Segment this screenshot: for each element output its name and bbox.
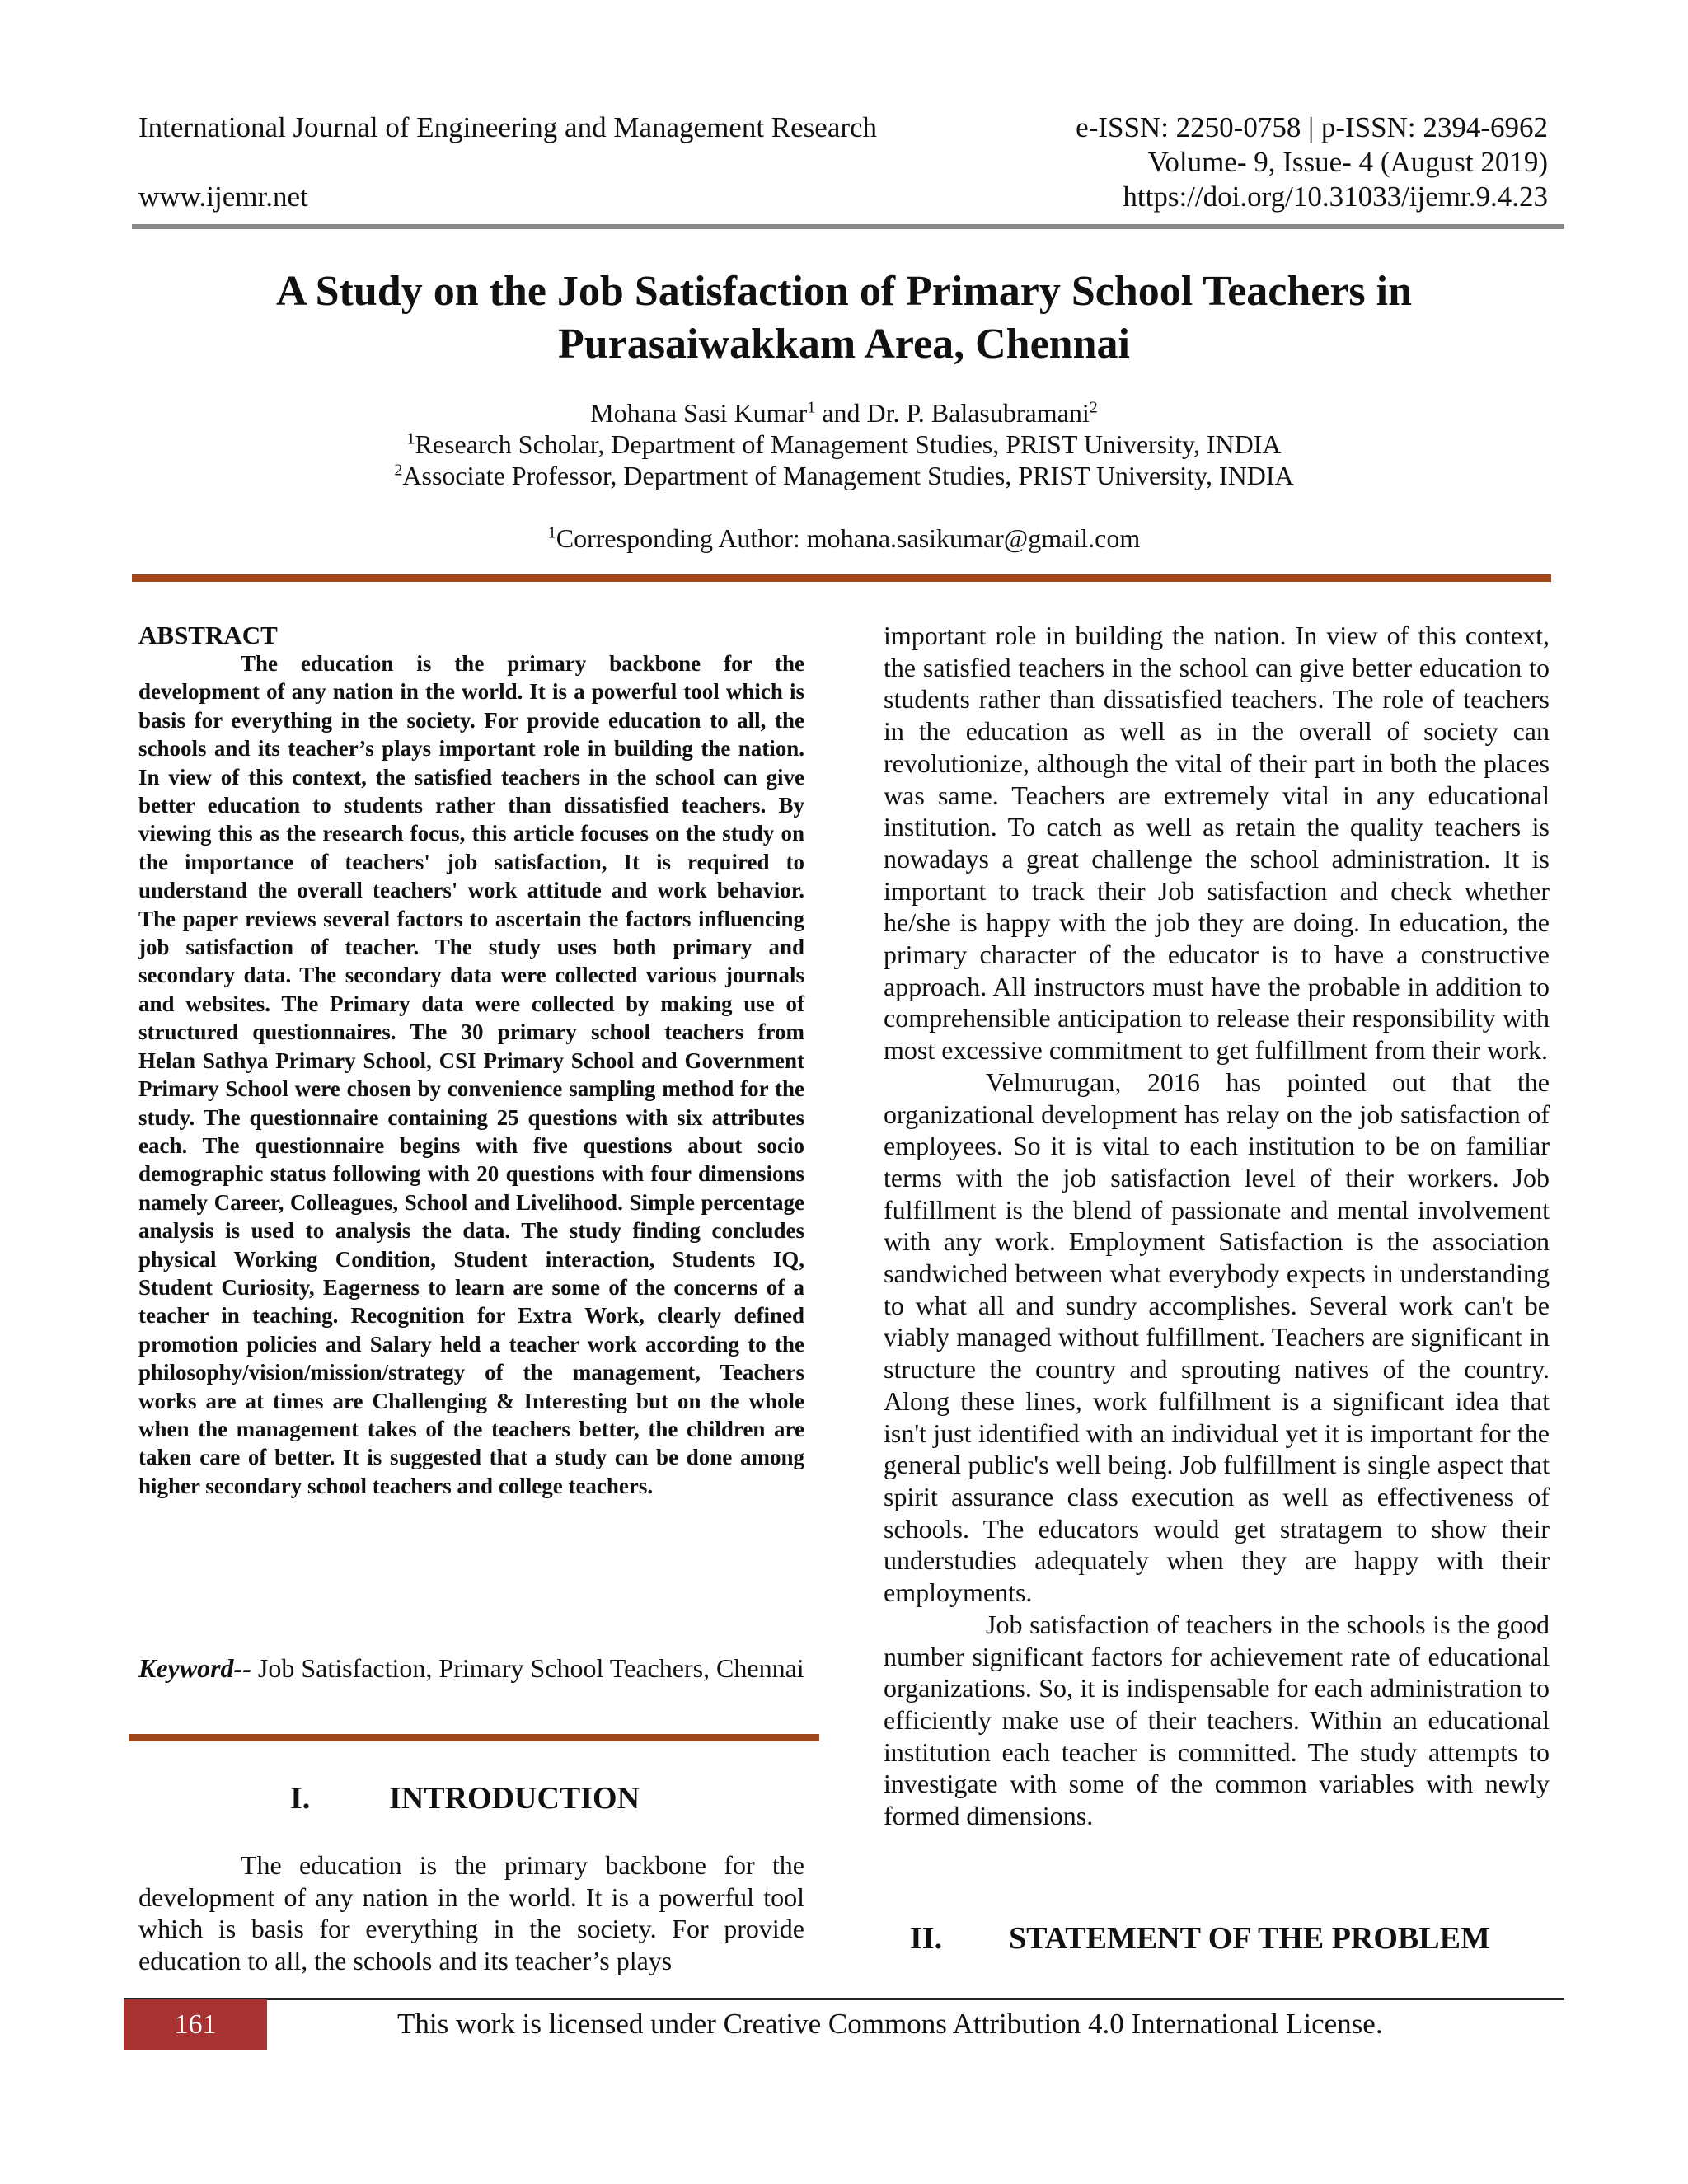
license-notice: This work is licensed under Creative Commons Attribution 4.0 International License. — [397, 2008, 1383, 2040]
section-title: INTRODUCTION — [389, 1781, 640, 1816]
section-number: II. — [910, 1921, 943, 1956]
affiliation-2-text: Associate Professor, Department of Management Studies, PRIST University, INDIA — [402, 461, 1294, 490]
author-1-affiliation-marker: 1 — [807, 398, 816, 417]
author-2-affiliation-marker: 2 — [1089, 398, 1098, 417]
paper-title — [132, 265, 1556, 371]
corresponding-author-email[interactable]: Corresponding Author: mohana.sasikumar@gmail.com — [556, 523, 1141, 553]
affiliation-1-marker: 1 — [406, 429, 415, 448]
affiliation-1 — [132, 429, 1556, 460]
author-list — [132, 397, 1556, 429]
author-1: Mohana Sasi Kumar — [590, 398, 808, 428]
abstract-heading: ABSTRACT — [138, 621, 278, 649]
doi-link[interactable]: https://doi.org/10.31033/ijemr.9.4.23 — [1123, 180, 1548, 213]
body-paragraph-2: Velmurugan, 2016 has pointed out that the organizational development has relay on the job satisfaction of employees. So it is vital to each institution to be on familiar terms with the job satisfaction level of their workers. Job fulfillment is the blend of passionate and mental involvement with any work. Employment Satisfaction is the association sandwiched between what everybody expects in understanding to what all and sundry accomplishes. Several work can't be viably managed without fulfillment. Teachers are significant in structure the country and sprouting natives of the country. Along these lines, work fulfillment is a significant idea that isn't just identified with an individual yet it is important for the general public's well being. Job fulfillment is single aspect that spirit assurance class execution as well as effectiveness of schools. The educators would get stratagem to show their understudies adequately when they are happy with their employments. — [884, 1066, 1550, 1608]
affiliation-2 — [132, 460, 1556, 491]
section-title: STATEMENT OF THE PROBLEM — [1009, 1921, 1490, 1956]
keywords-text: Job Satisfaction, Primary School Teachers, Chennai — [251, 1653, 804, 1683]
keywords-label: Keyword-- — [138, 1653, 251, 1683]
section-heading-introduction — [290, 1780, 640, 1816]
right-column — [884, 620, 1550, 1832]
footer-divider — [124, 1998, 1564, 2000]
abstract-text: The education is the primary backbone for the development of any nation in the world. It is a powerful tool which is basis for everything in the society. For provide education to all, the schools and its teacher’s plays important role in building the nation. In view of this context, the satisfied teachers in the school can give better education to students rather than dissatisfied teachers. By viewing this as the research focus, this article focuses on the study on the importance of teachers' job satisfaction, It is required to understand the overall teachers' work attitude and work behavior. The paper reviews several factors to ascertain the factors influencing job satisfaction of teacher. The study uses both primary and secondary data. The secondary data were collected various journals and websites. The Primary data were collected by making use of structured questionnaires. The 30 primary school teachers from Helan Sathya Primary School, CSI Primary School and Government Primary School were chosen by convenience sampling method for the study. The questionnaire containing 25 questions with six attributes each. The questionnaire begins with five questions about socio demographic status following with 20 questions with four dimensions namely Career, Colleagues, School and Livelihood. Simple percentage analysis is used to analysis the data. The study finding concludes physical Working Condition, Student interaction, Students IQ, Student Curiosity, Eagerness to learn are some of the concerns of a teacher in teaching. Recognition for Extra Work, clearly defined promotion policies and Salary held a teacher work according to the philosophy/vision/mission/strategy of the management, Teachers works are at times are Challenging & Interesting but on the whole when the management takes of the teachers better, the children are taken care of better. It is suggested that a study can be done among higher secondary school teachers and college teachers. — [138, 651, 804, 1498]
corresponding-author — [132, 523, 1556, 554]
journal-website-link[interactable]: www.ijemr.net — [138, 180, 308, 213]
keywords — [138, 1652, 804, 1684]
header-divider — [132, 224, 1564, 229]
section-heading-statement-of-problem — [910, 1920, 1490, 1957]
issn-info: e-ISSN: 2250-0758 | p-ISSN: 2394-6962 — [1076, 111, 1548, 143]
paper-title-line-1: A Study on the Job Satisfaction of Primary School Teachers in — [275, 268, 1413, 315]
body-paragraph-3: Job satisfaction of teachers in the schools is the good number significant factors for achievement rate of educational organizations. So, it is indispensable for each administration to efficiently make use of their teachers. Within an educational institution each teacher is committed. The study attempts to investigate with some of the common variables with newly formed dimensions. — [884, 1609, 1550, 1831]
abstract-divider — [129, 1734, 819, 1741]
introduction-paragraph: The education is the primary backbone for the development of any nation in the world. It is a powerful tool which is basis for everything in the society. For provide education to all, the schools and its teacher’s plays — [138, 1850, 804, 1976]
volume-info: Volume- 9, Issue- 4 (August 2019) — [1147, 146, 1548, 178]
affiliation-2-marker: 2 — [394, 461, 403, 480]
journal-name: International Journal of Engineering and Management Research — [138, 111, 878, 143]
page-number: 161 — [124, 1999, 267, 2050]
body-paragraph-1: important role in building the nation. In view of this context, the satisfied teachers in the school can give better education to students rather than dissatisfied teachers. The role of teachers in the education as well as in the overall of society can revolutionize, although the vital of their part in both the places was same. Teachers are extremely vital in any educational institution. To catch as well as retain the quality teachers is nowadays a great challenge the school administration. It is important to track their Job satisfaction and check whether he/she is happy with the job they are doing. In education, the primary character of the educator is to have a constructive approach. All instructors must have the probable in addition to comprehensible anticipation to release their responsibility with most excessive commitment to get fulfillment from their work. — [884, 621, 1550, 1066]
title-divider — [132, 574, 1551, 582]
author-2: Dr. P. Balasubramani — [866, 398, 1090, 428]
paper-title-line-2: Purasaiwakkam Area, Chennai — [558, 321, 1130, 368]
affiliation-1-text: Research Scholar, Department of Management Studies, PRIST University, INDIA — [415, 429, 1282, 459]
abstract-section — [138, 621, 804, 1500]
author-conjunction: and — [815, 398, 867, 428]
corresponding-author-marker: 1 — [547, 523, 556, 542]
section-number: I. — [290, 1781, 311, 1816]
